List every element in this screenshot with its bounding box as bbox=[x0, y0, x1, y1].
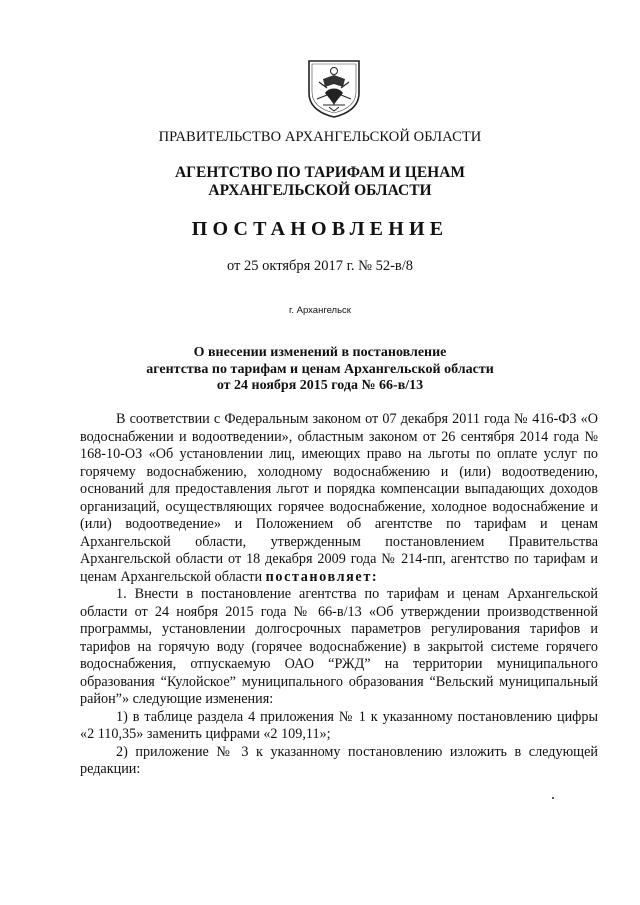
item-1-line: 1. Внести в постановление агентства по тарифам и ценам Архангельской bbox=[116, 586, 598, 602]
preamble-line: горячее водоснабжение, холодное водоснабжение и (или) водоотведение» и bbox=[80, 498, 599, 532]
coat-of-arms-icon bbox=[305, 57, 363, 119]
subitem-2-paragraph bbox=[80, 744, 598, 779]
preamble-line: водоснабжению и (или) водоотведению, оснований для предоставления льгот и bbox=[80, 463, 598, 497]
agency-name-line1: АГЕНТСТВО ПО ТАРИФАМ И ЦЕНАМ bbox=[174, 164, 466, 181]
preamble-line: Положением об агентстве по тарифам и ценам Архангельской области, bbox=[80, 516, 598, 550]
agency-name bbox=[0, 164, 640, 200]
preamble-paragraph bbox=[80, 411, 598, 586]
preamble-line: от 26 сентября 2014 года № 168-10-ОЗ «Об установлении лиц, имеющих право bbox=[80, 428, 599, 462]
preamble-line: утвержденным постановлением Правительства Архангельской области bbox=[80, 533, 599, 567]
document-body bbox=[80, 411, 598, 779]
subitem-1-line: цифры «2 110,35» заменить цифрами «2 109,11»; bbox=[80, 708, 598, 742]
document-type: ПОСТАНОВЛЕНИЕ bbox=[191, 218, 449, 240]
document-date-number: от 25 октября 2017 г. № 52-в/8 bbox=[226, 258, 414, 274]
title-line3: от 24 ноября 2015 года № 66-в/13 bbox=[216, 378, 424, 393]
government-name: ПРАВИТЕЛЬСТВО АРХАНГЕЛЬСКОЙ ОБЛАСТИ bbox=[158, 129, 482, 145]
subitem-1-line: 1) в таблице раздела 4 приложения № 1 к указанному постановлению bbox=[116, 708, 553, 725]
item-1-line: области от 24 ноября 2015 года № 66-в/13 «Об утверждении производственной bbox=[80, 603, 598, 620]
agency-name-line2: АРХАНГЕЛЬСКОЙ ОБЛАСТИ bbox=[208, 182, 432, 199]
item-1-line: тарифов на горячую воду (горячее водоснабжение) в закрытой системе горячего bbox=[80, 638, 598, 655]
title-line1: О внесении изменений в постановление bbox=[193, 345, 447, 360]
item-1-line: образования “Кулойское” муниципального образования “Вельский bbox=[80, 673, 494, 690]
preamble-line: на льготы по оплате услуг по горячему водоснабжению, холодному bbox=[80, 446, 599, 480]
item-1-line: водоснабжения, отпускаемую ОАО “РЖД” на территории муниципального bbox=[80, 656, 598, 672]
preamble-line: от 18 декабря 2009 года № 214-пп, агентство по тарифам и ценам bbox=[80, 551, 599, 585]
document-city: г. Архангельск bbox=[289, 305, 351, 316]
preamble-line: порядка компенсации выпадающих доходов организаций, осуществляющих bbox=[80, 481, 598, 515]
item-1-line: муниципальный район”» следующие изменения: bbox=[80, 673, 599, 707]
decree-word: постановляет: bbox=[265, 568, 379, 585]
preamble-line: Архангельской области bbox=[120, 568, 266, 585]
item-1-line: программы, установлении долгосрочных параметров регулирования тарифов и bbox=[80, 621, 598, 637]
subitem-2-line: в следующей редакции: bbox=[80, 743, 598, 777]
scan-speck bbox=[552, 797, 554, 799]
preamble-line: № 416-ФЗ «О водоснабжении и водоотведении», областным законом bbox=[80, 411, 599, 445]
subitem-2-line: 2) приложение № 3 к указанному постановлению изложить bbox=[116, 743, 508, 760]
document-title bbox=[0, 345, 640, 395]
item-1-paragraph bbox=[80, 586, 598, 709]
subitem-1-paragraph bbox=[80, 709, 598, 744]
title-line2: агентства по тарифам и ценам Архангельской области bbox=[146, 361, 494, 377]
preamble-line: В соответствии с Федеральным законом от 07 декабря 2011 года bbox=[116, 411, 510, 427]
